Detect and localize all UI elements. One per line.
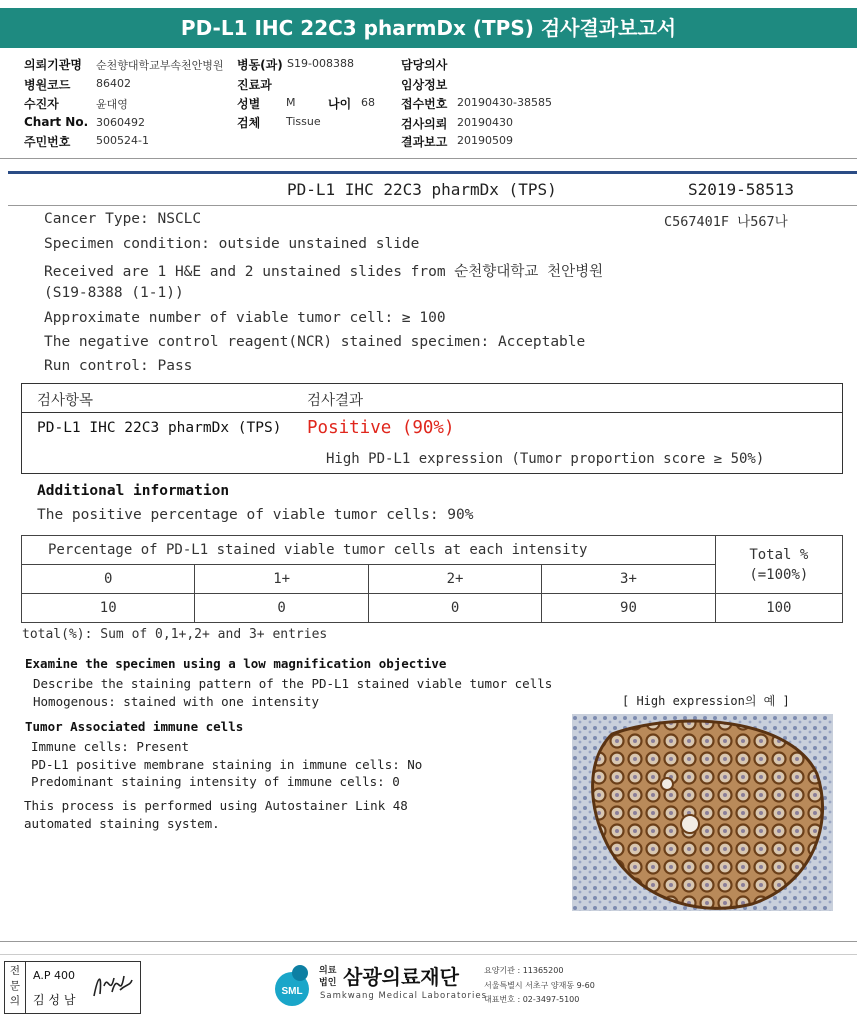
report-title: PD-L1 IHC 22C3 pharmDx (TPS) 검사결과보고서 bbox=[0, 8, 857, 48]
report-date-value: 20190509 bbox=[457, 134, 513, 147]
receipt-no-label: 접수번호 bbox=[401, 97, 448, 111]
total-header bbox=[715, 536, 842, 594]
result-box-divider bbox=[22, 412, 842, 413]
report-line: Run control: Pass bbox=[44, 358, 193, 374]
examine-heading: Examine the specimen using a low magnification objective bbox=[25, 656, 447, 671]
hospital-code-value: 86402 bbox=[96, 77, 131, 90]
intensity-value: 90 bbox=[542, 594, 715, 623]
signature-mark bbox=[90, 966, 134, 1004]
footer-divider bbox=[0, 941, 857, 942]
report-line: Specimen condition: outside unstained slide bbox=[44, 236, 420, 252]
hospital-code-label: 병원코드 bbox=[24, 78, 71, 92]
process-note-line1: This process is performed using Autostainer Link 48 bbox=[24, 798, 408, 813]
intensity-value: 0 bbox=[368, 594, 541, 623]
report-line: Received are 1 H&E and 2 unstained slides from 순천향대학교 천안병원 bbox=[44, 264, 604, 280]
tumor-immune-line: Predominant staining intensity of immune cells: 0 bbox=[31, 774, 400, 789]
ward-label: 병동(과) bbox=[237, 58, 283, 72]
stamp-code: A.P 400 bbox=[33, 969, 75, 982]
intensity-value: 0 bbox=[195, 594, 368, 623]
request-label: 검사의뢰 bbox=[401, 117, 448, 131]
table-note: total(%): Sum of 0,1+,2+ and 3+ entries bbox=[22, 627, 328, 642]
result-item: PD-L1 IHC 22C3 pharmDx (TPS) bbox=[37, 420, 282, 436]
stamp-side-label: 전문의 bbox=[9, 965, 21, 1007]
chart-value: 3060492 bbox=[96, 116, 145, 129]
total-header-line1: Total % bbox=[749, 546, 809, 563]
total-header-line2: (=100%) bbox=[749, 566, 809, 583]
institution-value: 순천향대학교부속천안병원 bbox=[96, 59, 224, 72]
process-note-line2: automated staining system. bbox=[24, 816, 220, 831]
image-caption: [ High expression의 예 ] bbox=[622, 694, 790, 708]
report-number: S2019-58513 bbox=[688, 180, 794, 199]
sub-number: C567401F 나567나 bbox=[664, 214, 788, 230]
doctor-label: 담당의사 bbox=[401, 58, 448, 72]
result-col1-header: 검사항목 bbox=[37, 393, 94, 409]
examine-line2: Homogenous: stained with one intensity bbox=[33, 694, 319, 709]
examine-line1: Describe the staining pattern of the PD-L1 stained viable tumor cells bbox=[33, 676, 553, 691]
histology-image bbox=[572, 714, 833, 911]
ward-value: S19-008388 bbox=[287, 57, 354, 70]
report-line: (S19-8388 (1-1)) bbox=[44, 285, 184, 301]
result-col2-header: 검사결과 bbox=[307, 393, 364, 409]
intensity-col-header: 2+ bbox=[368, 565, 541, 594]
org-info-line: 서울특별시 서초구 양재동 9-60 bbox=[484, 981, 595, 990]
intensity-col-header: 3+ bbox=[542, 565, 715, 594]
footer-divider-2 bbox=[0, 954, 857, 955]
dept-label: 진료과 bbox=[237, 78, 272, 92]
report-date-label: 결과보고 bbox=[401, 135, 448, 149]
result-expression: High PD-L1 expression (Tumor proportion score ≥ 50%) bbox=[326, 451, 765, 467]
sex-label: 성별 bbox=[237, 97, 261, 111]
header-divider bbox=[0, 158, 857, 159]
specimen-label: 검체 bbox=[237, 116, 261, 130]
additional-heading: Additional information bbox=[37, 483, 230, 499]
id-label: 주민번호 bbox=[24, 135, 71, 149]
org-name: 삼광의료재단 bbox=[343, 965, 459, 989]
tumor-immune-line: Immune cells: Present bbox=[31, 739, 190, 754]
institution-label: 의뢰기관명 bbox=[24, 58, 82, 72]
additional-text: The positive percentage of viable tumor cells: 90% bbox=[37, 507, 474, 523]
table-row bbox=[22, 594, 843, 623]
intensity-col-header: 0 bbox=[22, 565, 195, 594]
logo-small-1: 의료 bbox=[319, 966, 337, 976]
intensity-col-header: 1+ bbox=[195, 565, 368, 594]
specimen-value: Tissue bbox=[286, 115, 321, 128]
intensity-total: 100 bbox=[715, 594, 842, 623]
table-row bbox=[22, 536, 843, 565]
intensity-value: 10 bbox=[22, 594, 195, 623]
patient-value: 윤대영 bbox=[96, 98, 128, 111]
report-divider bbox=[8, 205, 857, 206]
chart-label: Chart No. bbox=[24, 115, 89, 129]
report-line: Approximate number of viable tumor cell: ≥ 100 bbox=[44, 310, 446, 326]
sex-value: M bbox=[286, 96, 296, 109]
org-info-line: 대표번호 : 02-3497-5100 bbox=[484, 995, 580, 1004]
org-info-line: 요양기관 : 11365200 bbox=[484, 966, 564, 975]
tumor-immune-line: PD-L1 positive membrane staining in immune cells: No bbox=[31, 757, 423, 772]
intensity-header: Percentage of PD-L1 stained viable tumor cells at each intensity bbox=[22, 536, 716, 565]
stamp-divider bbox=[25, 961, 26, 1014]
org-name-en: Samkwang Medical Laboratories bbox=[320, 991, 488, 1001]
clinical-info-label: 임상정보 bbox=[401, 78, 448, 92]
tumor-immune-heading: Tumor Associated immune cells bbox=[25, 719, 244, 734]
id-value: 500524-1 bbox=[96, 134, 149, 147]
result-value: Positive (90%) bbox=[307, 418, 455, 438]
logo-badge-text: SML bbox=[281, 986, 303, 997]
logo-small-2: 법인 bbox=[319, 978, 337, 988]
intensity-table bbox=[21, 535, 843, 623]
section-divider-top bbox=[8, 171, 857, 174]
request-value: 20190430 bbox=[457, 116, 513, 129]
report-line: The negative control reagent(NCR) stained specimen: Acceptable bbox=[44, 334, 586, 350]
test-name-heading: PD-L1 IHC 22C3 pharmDx (TPS) bbox=[287, 180, 557, 199]
sml-logo-icon bbox=[268, 961, 316, 1009]
patient-label: 수진자 bbox=[24, 97, 59, 111]
report-line: Cancer Type: NSCLC bbox=[44, 211, 202, 227]
age-label: 나이 bbox=[328, 97, 352, 111]
age-value: 68 bbox=[361, 96, 375, 109]
stamp-name: 김 성 남 bbox=[33, 993, 76, 1007]
receipt-no-value: 20190430-38585 bbox=[457, 96, 552, 109]
